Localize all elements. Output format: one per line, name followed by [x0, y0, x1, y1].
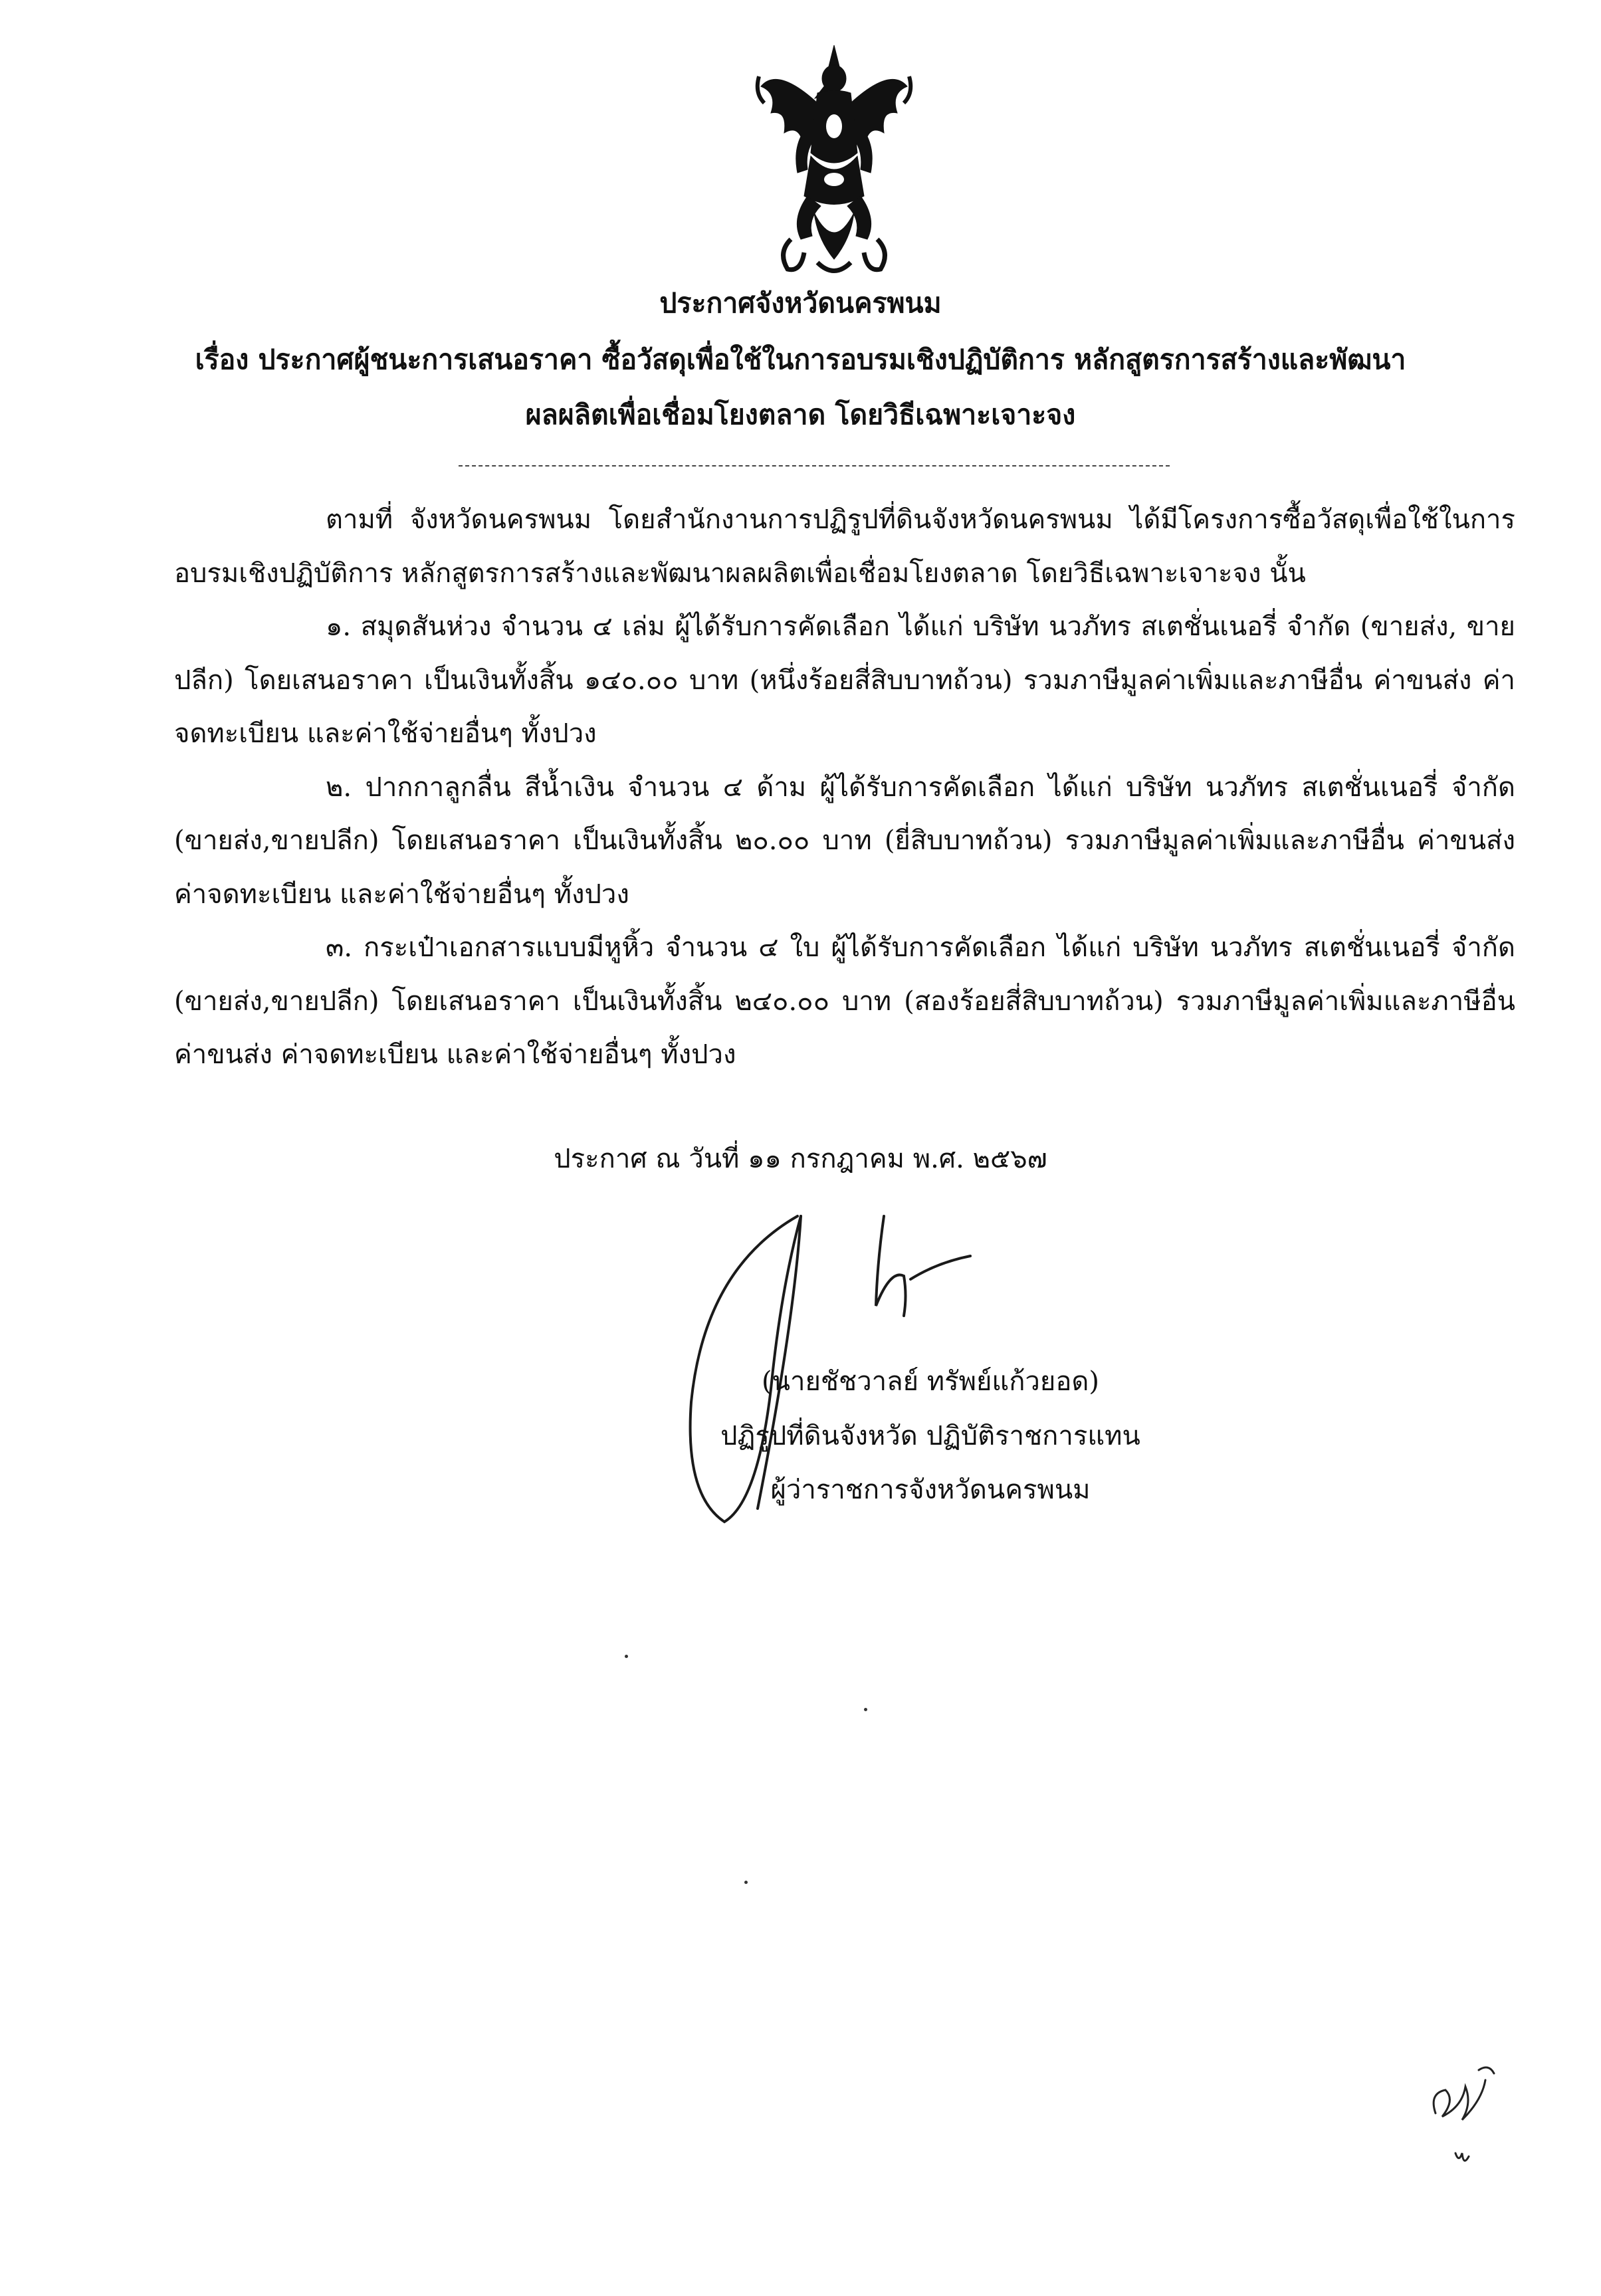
scan-speck: [744, 1881, 748, 1884]
item-paragraph-2: ๒. ปากกาลูกลื่น สีน้ำเงิน จำนวน ๔ ด้าม ผู้ได้รับการคัดเลือก ได้แก่ บริษัท นวภัทร สเตชั่นเนอรี่ จำกัด (ขายส่ง,ขายปลีก) โดยเสนอราคา เป็นเงินทั้งสิ้น ๒๐.๐๐ บาท (ยี่สิบบาทถ้วน) รวมภาษีมูลค่าเพิ่มและภาษีอื่น ค่าขนส่ง ค่าจดทะเบียน และค่าใช้จ่ายอื่นๆ ทั้งปวง: [174, 772, 1515, 910]
announcement-date: ประกาศ ณ วันที่ ๑๑ กรกฎาคม พ.ศ. ๒๕๖๗: [554, 1144, 1047, 1174]
signer-name: (นายชัชวาลย์ ทรัพย์แก้วยอด): [762, 1366, 1099, 1397]
document-title: ประกาศจังหวัดนครพนม: [659, 287, 942, 319]
subject-line-1: เรื่อง ประกาศผู้ชนะการเสนอราคา ซื้อวัสดุเพื่อใช้ในการอบรมเชิงปฏิบัติการ หลักสูตรการสร้างและพัฒนา: [195, 344, 1406, 375]
intro-paragraph: ตามที่ จังหวัดนครพนม โดยสำนักงานการปฏิรูปที่ดินจังหวัดนครพนม ได้มีโครงการซื้อวัสดุเพื่อใช้ในการอบรมเชิงปฏิบัติการ หลักสูตรการสร้างและพัฒนาผลผลิตเพื่อเชื่อมโยงตลาด โดยวิธีเฉพาะเจาะจง นั้น: [174, 504, 1515, 589]
scan-speck: [864, 1708, 867, 1711]
scan-speck: [625, 1655, 628, 1658]
document-body: [174, 493, 1515, 1082]
item-paragraph-3: ๓. กระเป๋าเอกสารแบบมีหูหิ้ว จำนวน ๔ ใบ ผู้ได้รับการคัดเลือก ได้แก่ บริษัท นวภัทร สเตชั่นเนอรี่ จำกัด (ขายส่ง,ขายปลีก) โดยเสนอราคา เป็นเงินทั้งสิ้น ๒๔๐.๐๐ บาท (สองร้อยสี่สิบบาทถ้วน) รวมภาษีมูลค่าเพิ่มและภาษีอื่น ค่าขนส่ง ค่าจดทะเบียน และค่าใช้จ่ายอื่นๆ ทั้งปวง: [174, 932, 1515, 1070]
handwritten-initials-icon: [1416, 2053, 1515, 2180]
signer-position-line-1: ปฏิรูปที่ดินจังหวัด ปฏิบัติราชการแทน: [720, 1421, 1140, 1451]
subject-line-2: ผลผลิตเพื่อเชื่อมโยงตลาด โดยวิธีเฉพาะเจาะจง: [525, 399, 1076, 431]
heading-divider: [459, 465, 1170, 467]
item-paragraph-1: ๑. สมุดสันห่วง จำนวน ๔ เล่ม ผู้ได้รับการคัดเลือก ได้แก่ บริษัท นวภัทร สเตชั่นเนอรี่ จำกัด (ขายส่ง, ขายปลีก) โดยเสนอราคา เป็นเงินทั้งสิ้น ๑๔๐.๐๐ บาท (หนึ่งร้อยสี่สิบบาทถ้วน) รวมภาษีมูลค่าเพิ่มและภาษีอื่น ค่าขนส่ง ค่าจดทะเบียน และค่าใช้จ่ายอื่นๆ ทั้งปวง: [174, 611, 1515, 749]
signer-position-line-2: ผู้ว่าราชการจังหวัดนครพนม: [770, 1475, 1091, 1505]
garuda-emblem-icon: [751, 40, 917, 286]
